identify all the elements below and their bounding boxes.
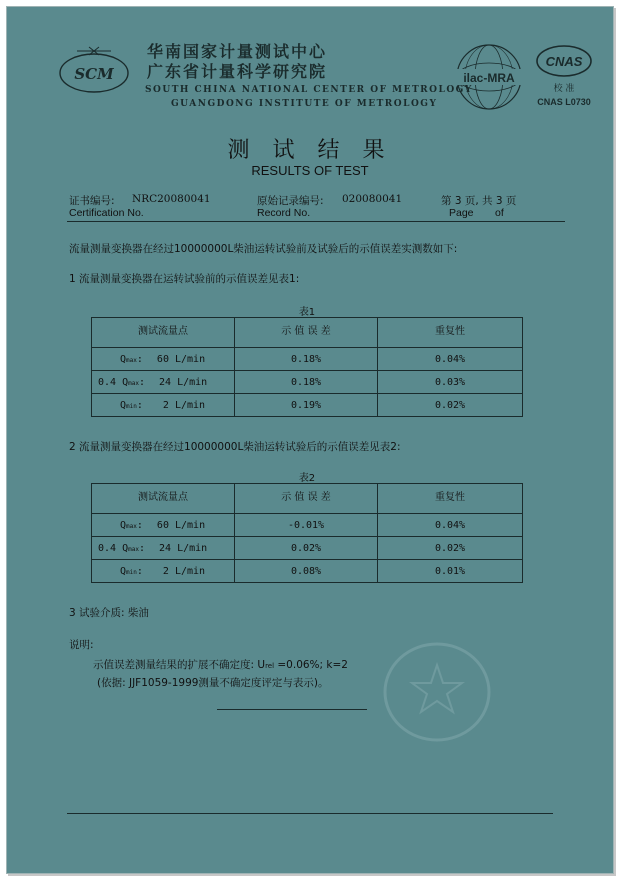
repeat-cell: 0.01% [378, 560, 523, 583]
repeat-cell: 0.04% [378, 514, 523, 537]
record-label-en: Record No. [257, 207, 311, 219]
table2-header-error: 示 值 误 差 [235, 484, 378, 514]
ilac-logo-text: ilac-MRA [463, 71, 515, 85]
section2-heading: 2 流量测量变换器在经过10000000L柴油运转试验后的示值误差见表2: [69, 441, 401, 453]
page-of-en: of [495, 207, 504, 219]
section1-heading: 1 流量测量变换器在运转试验前的示值误差见表1: [69, 273, 300, 285]
page-label-en: Page [449, 207, 474, 219]
scm-logo [57, 43, 131, 95]
table-row [92, 537, 523, 560]
error-cell: 0.02% [235, 537, 378, 560]
flow-point-cell: Qmin: 2 L/min [92, 394, 235, 417]
table2-header-flow: 测试流量点 [92, 484, 235, 514]
scm-logo-text: SCM [74, 65, 114, 83]
intro-text: 流量测量变换器在经过10000000L柴油运转试验前及试验后的示值误差实测数如下: [69, 243, 458, 255]
page-number-cn: 第 3 页, 共 3 页 [441, 195, 517, 207]
header-rule [67, 221, 565, 222]
flow-point-cell: Qmin: 2 L/min [92, 560, 235, 583]
notes-basis: (依据: JJF1059-1999测量不确定度评定与表示)。 [97, 677, 329, 689]
cnas-logo [534, 43, 594, 115]
flow-point-cell: Qmax: 60 L/min [92, 514, 235, 537]
repeat-cell: 0.03% [378, 371, 523, 394]
notes-uncertainty: 示值误差测量结果的扩展不确定度: Urel =0.06%; k=2 [93, 659, 348, 671]
org-name-cn-2: 广东省计量科学研究院 [147, 62, 328, 81]
official-seal [377, 637, 497, 747]
repeat-cell: 0.02% [378, 537, 523, 560]
cert-label-en: Certification No. [69, 207, 144, 219]
table1-header-error: 示 值 误 差 [235, 318, 378, 348]
org-name-en-2: GUANGDONG INSTITUTE OF METROLOGY [171, 99, 438, 109]
table-row [92, 348, 523, 371]
flow-point-cell: 0.4 Qmax: 24 L/min [92, 537, 235, 560]
table1-header-repeat: 重复性 [378, 318, 523, 348]
error-cell: 0.19% [235, 394, 378, 417]
table-row [92, 371, 523, 394]
table1-header-row [92, 318, 523, 348]
title-cn: 测 试 结 果 [227, 138, 393, 163]
table2-header-row [92, 484, 523, 514]
table1 [91, 317, 523, 417]
title-en: RESULTS OF TEST [251, 163, 369, 178]
org-name-cn-1: 华南国家计量测试中心 [147, 42, 328, 61]
table1-caption: 表1 [298, 307, 316, 318]
table2-caption: 表2 [298, 473, 316, 484]
record-label-cn: 原始记录编号: [257, 195, 324, 207]
table2-header-repeat: 重复性 [378, 484, 523, 514]
flow-point-cell: 0.4 Qmax: 24 L/min [92, 371, 235, 394]
error-cell: 0.18% [235, 371, 378, 394]
repeat-cell: 0.04% [378, 348, 523, 371]
org-name-en-1: SOUTH CHINA NATIONAL CENTER OF METROLOGY [145, 85, 473, 95]
table1-header-flow: 测试流量点 [92, 318, 235, 348]
end-rule [217, 709, 367, 710]
certificate-page [6, 6, 614, 874]
table2 [91, 483, 523, 583]
section3-heading: 3 试验介质: 柴油 [69, 607, 149, 619]
cert-label-cn: 证书编号: [69, 195, 115, 207]
table-row [92, 514, 523, 537]
cnas-label: 校 准 [553, 84, 575, 94]
repeat-cell: 0.02% [378, 394, 523, 417]
error-cell: 0.18% [235, 348, 378, 371]
notes-label: 说明: [69, 639, 94, 651]
footer-rule [67, 813, 553, 814]
cert-number: NRC20080041 [132, 193, 211, 205]
error-cell: 0.08% [235, 560, 378, 583]
cnas-number: CNAS L0730 [537, 97, 591, 107]
table-row [92, 394, 523, 417]
ilac-mra-logo [453, 41, 525, 113]
error-cell: -0.01% [235, 514, 378, 537]
flow-point-cell: Qmax: 60 L/min [92, 348, 235, 371]
cnas-logo-text: CNAS [545, 54, 583, 69]
record-number: 020080041 [342, 193, 403, 205]
table-row [92, 560, 523, 583]
